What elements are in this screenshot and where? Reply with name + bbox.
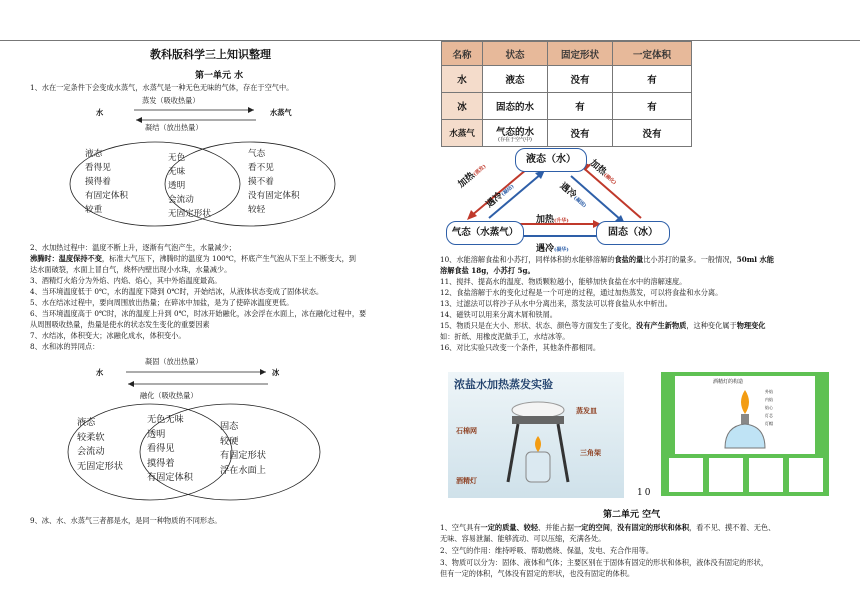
state-liquid: 液态（水） <box>515 148 587 172</box>
table-row: 水蒸气 气态的水 (存在于空气中) 没有 没有 <box>442 120 692 147</box>
label-cool-dep: 遇冷(凝华) <box>536 244 569 254</box>
table-row: 冰 固态的水 有 有 <box>442 93 692 120</box>
air-para-1: 1、空气具有一定的质量、较轻、并能占据一定的空间，没有固定的形状和体积，看不见、摸不着、无色、 <box>440 523 776 532</box>
unit1-heading: 第一单元 水 <box>195 71 244 81</box>
vapor-label: 水蒸气 <box>270 108 292 117</box>
venn1-middle: 无色 无味 透明 会流动 无固定形状 <box>168 153 211 219</box>
para-2c: 达水面破裂，水面上冒白气，烧杯内壁出现小水珠，水量减少。 <box>30 265 232 274</box>
air-para-2: 2、空气的作用：维持呼吸、帮助燃烧、保温，发电、充合作用等。 <box>440 546 654 555</box>
para-6: 6、当环境温度高于 0℃时，冰的温度上升到 0℃，时冰开始融化，冰会浮在水面上，冰在融化过程中，要 <box>30 309 367 318</box>
water-label: 水 <box>96 108 104 117</box>
para-9: 9、冰、水、水蒸气三者都是水，是同一种物质的不同形态。 <box>30 516 222 525</box>
page-number: 10 <box>637 488 653 498</box>
table-row: 水 液态 没有 有 <box>442 66 692 93</box>
air-para-3b: 但有一定的体积，气体没有固定的形状，也没有固定的体积。 <box>440 569 635 578</box>
para-2b: 沸腾时：温度保持不变，标准大气压下，沸腾时的温度为 100℃，杯底产生气泡从下至上不断变大，到 <box>30 254 356 263</box>
para-13: 13、过滤法可以将沙子从水中分离出来，蒸发法可以将食盐从水中析出。 <box>440 299 672 308</box>
freeze-melt-arrows <box>122 366 272 390</box>
label-asbestos-net: 石棉网 <box>456 426 477 435</box>
para-6b: 从周围吸收热量，热量是使水的状态发生变化的重要因素 <box>30 320 210 329</box>
photo2-title: 酒精灯的构造 <box>713 379 744 385</box>
unit2-heading: 第二单元 空气 <box>603 510 661 520</box>
th-shape: 固定形状 <box>548 42 613 66</box>
venn2-left: 液态 较柔软 会流动 无固定形状 <box>77 417 123 472</box>
para-3: 3、酒精灯火焰分为外焰、内焰、焰心，其中外焰温度最高。 <box>30 276 222 285</box>
header-rule <box>0 40 860 41</box>
para-5: 5、水在结冰过程中，要向周围放出热量；在碎冰中加盐，是为了使碎冰温度更低。 <box>30 298 294 307</box>
alcohol-lamp-icon <box>705 386 785 452</box>
venn1-right: 气态 看不见 摸不着 没有固定体积 较轻 <box>248 149 300 215</box>
lamp-labels: 外焰 内焰 焰心 灯芯 灯帽 <box>765 389 773 426</box>
state-table <box>441 41 692 147</box>
para-7: 7、水结冰，体积变大；冰融化成水，体积变小。 <box>30 331 186 340</box>
th-state: 状态 <box>483 42 548 66</box>
para-14: 14、磁铁可以用来分离木屑和铁屑。 <box>440 310 557 319</box>
ice-label: 冰 <box>272 368 280 377</box>
para-10: 10、水能溶解食盐和小苏打，同样体积的水能够溶解的食盐的量比小苏打的量多。一般情况，50ml 水能 <box>440 255 774 264</box>
label-alcohol-lamp: 酒精灯 <box>456 476 477 485</box>
freeze-label: 凝固（放出热量） <box>145 357 203 366</box>
label-heat-sub: 加热(升华) <box>536 215 569 225</box>
para-16: 16、对比实验只改变一个条件，其他条件都相同。 <box>440 343 601 352</box>
label-heat-melt: 加热(融化) <box>587 158 618 187</box>
melt-label: 融化（吸收热量） <box>140 391 198 400</box>
para-12: 12、食盐溶解于水的变化过程是一个可逆的过程，通过加热蒸发，可以将食盐和水分离。 <box>440 288 723 297</box>
para-2: 2、水加热过程中：温度不断上升，逐渐有气泡产生，水量减少； <box>30 243 236 252</box>
para-15b: 如：折纸、用橡皮泥做手工，水结冰等。 <box>440 332 570 341</box>
para-10b: 溶解食盐 18g，小苏打 5g。 <box>440 266 535 275</box>
label-evap-dish: 蒸发皿 <box>576 406 597 415</box>
venn2-middle: 无色无味 透明 看得见 摸得着 有固定体积 <box>147 414 193 483</box>
para-4: 4、当环境温度低于 0℃，水的温度下降到 0℃时，开始结冰，从液体状态变成了固体状态。 <box>30 287 324 296</box>
water2-label: 水 <box>96 368 104 377</box>
state-solid: 固态（冰） <box>596 221 670 245</box>
venn1-left: 液态 看得见 摸得着 有固定体积 较重 <box>85 149 128 215</box>
label-tripod: 三角架 <box>580 448 601 457</box>
evap-label: 蒸发（吸收热量） <box>142 96 200 105</box>
alcohol-lamp-photo <box>661 372 829 496</box>
label-cool-cond: 遇冷(凝结) <box>484 183 516 211</box>
para-8: 8、水和冰的异同点： <box>30 342 100 351</box>
air-para-1b: 无味、容易泄漏、能够流动、可以压缩，充满各处。 <box>440 534 606 543</box>
state-gas: 气态（水蒸气） <box>446 221 524 245</box>
venn2-right: 固态 较硬 有固定形状 浮在水面上 <box>220 421 266 476</box>
doc-title: 教科版科学三上知识整理 <box>150 48 271 61</box>
th-volume: 一定体积 <box>613 42 692 66</box>
air-para-3: 3、物质可以分为：固体、液体和气体；主要区别在于固体有固定的形状和体积，液体没有固定的形状， <box>440 558 769 567</box>
th-name: 名称 <box>442 42 483 66</box>
para-11: 11、搅拌、提高水的温度、物质颗粒越小，能够加快食盐在水中的溶解速度。 <box>440 277 687 286</box>
table-note: (存在于空气中) <box>498 136 532 143</box>
label-cool-freeze: 遇冷(凝固) <box>557 181 588 210</box>
label-heat-evap: 加热(蒸发) <box>456 163 488 191</box>
cond-label: 凝结（放出热量） <box>145 123 203 132</box>
para-1: 1、水在一定条件下会变成水蒸气，水蒸气是一种无色无味的气体，存在于空气中。 <box>30 83 294 92</box>
photo1-title: 浓盐水加热蒸发实验 <box>454 378 553 391</box>
para-15: 15、物质只是在大小、形状、状态、颜色等方面发生了变化，没有产生新物质，这种变化属于物理变化 <box>440 321 766 330</box>
evaporation-photo <box>448 372 624 498</box>
